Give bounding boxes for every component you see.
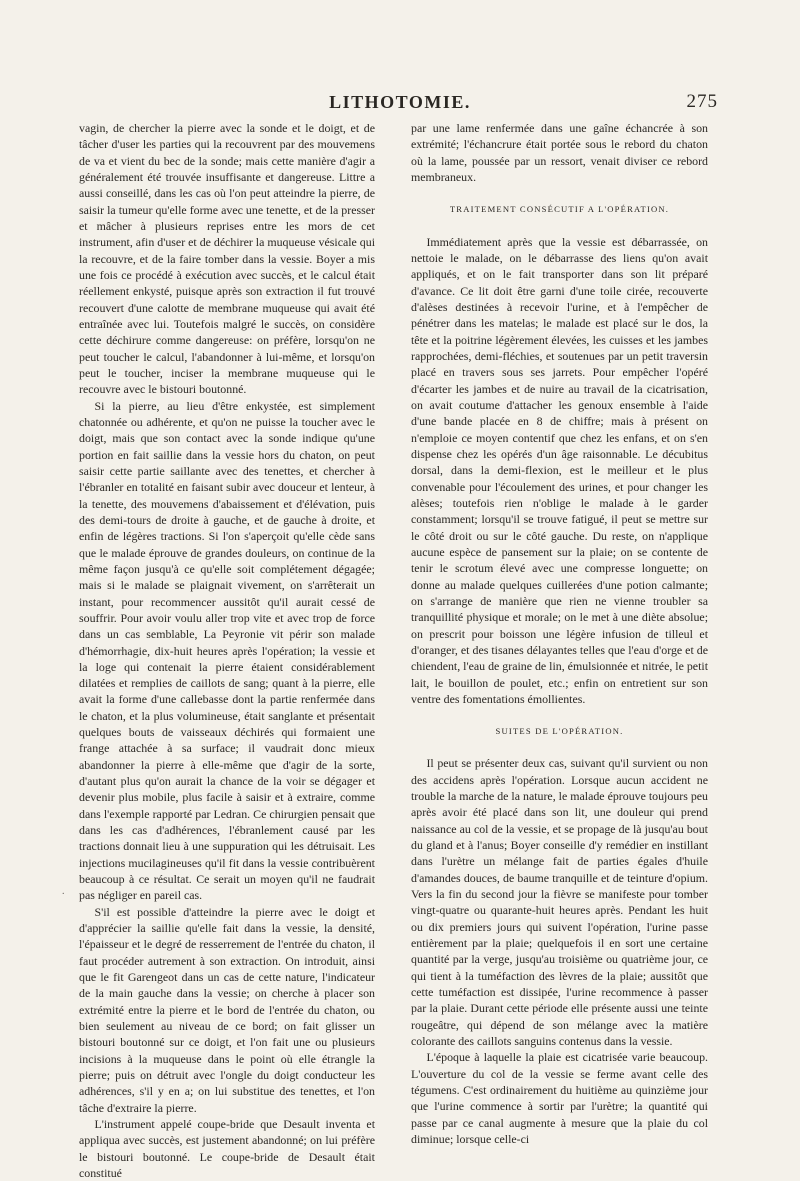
left-paragraph-3: S'il est possible d'atteindre la pierre avec le doigt et d'apprécier la saillie qu'elle fait dans la vessie, la densité, l'épaisseur et le degré de resserrement de l'entrée du chaton, il faut procéder autrement à son extraction. On introduit, ainsi que le fit Garengeot dans un cas de cette nature, l'indicateur de la main gauche dans la vessie; on cherche à placer son extrémité entre la pierre et le bord de l'entrée du chaton, ou bien seulement au niveau de ce bord; on fait glisser un bistouri boutonné sur ce doigt, et l'on fait une ou plusieurs incisions à la muqueuse dans le point où elle étrangle la pierre; puis on détruit avec l'ongle du doigt conducteur les adhérences, s'il y en a; on lui substitue des tenettes, et l'on tâche d'extraire la pierre. (79, 904, 375, 1115)
right-intro-paragraph: par une lame renfermée dans une gaîne échancrée à son extrémité; l'échancrure était portée sous le rebord du chaton où la lame, poussée par un ressort, venait diviser ce rebord membraneux. (411, 121, 708, 184)
margin-mark: . (62, 886, 65, 897)
treatment-paragraph-1: Immédiatement après que la vessie est débarrassée, on nettoie le malade, on le débarrasse des liens qu'on avait appliqués, et on le fait transporter dans son lit préparé d'avance. Ce lit doit être garni d'une toile cirée, recouverte d'alèses destinées à recevoir l'urine, et à l'empêcher de pénétrer dans les matelas; le malade est placé sur le dos, la tête et la poitrine légèrement élevées, les cuisses et les jambes rapprochées, demi-fléchies, et soutenues par un petit traversin placé en travers sous ses jarrets. Pour empêcher l'opéré d'écarter les jambes et de nuire au travail de la cicatrisation, on avait coutume d'attacher les genoux ensemble à l'aide d'une bande placée en 8 de chiffre; mais à présent on n'emploie ce moyen contentif que chez les enfans, et on s'en dispense chez les opérés d'un âge raisonnable. Le décubitus dorsal, dans la demi-flexion, est le meilleur et le plus convenable pour l'écoulement des urines, et pour changer les alèses; toutefois rien n'oblige le malade à le garder constamment; lorsqu'il se trouve fatigué, il peut se mettre sur le côté droit ou sur le côté gauche. Du reste, on n'applique aucune espèce de pansement sur la plaie; on se contente de tenir le scrotum élevé avec une compresse longuette; on donne au malade quelques cuillerées d'une potion calmante; on s'arrange de manière que rien ne vienne troubler sa tranquillité physique et morale; on le met à une diète absolue; on prescrit pour boisson une légère infusion de tilleul et d'oranger, et des tisanes délayantes telles que l'eau d'orge et de chiendent, l'eau de graine de lin, émulsionnée et nitrée, le petit lait, le bouillon de poulet, etc.; enfin on entretient sur son ventre des fomentations émollientes. (411, 234, 708, 706)
consequences-paragraph-2: L'époque à laquelle la plaie est cicatrisée varie beaucoup. L'ouverture du col de la vessie se ferme avant celle des tégumens. C'est ordinairement du huitième au quinzième jour que l'urine commence à sortir par l'urètre; la quantité qui passe par ce canal augmente à mesure que la plaie du col diminue; lorsque celle-ci (411, 1050, 708, 1147)
consequences-paragraph-1: Il peut se présenter deux cas, suivant qu'il survient ou non des accidens après l'opération. Lorsque aucun accident ne trouble la marche de la nature, le malade éprouve toujours peu après avoir été placé dans son lit, une douleur qui prend naissance au col de la vessie, et se propage de là jusqu'au bout du gland et à l'anus; Boyer conseille d'y remédier en instillant dans l'urètre un mélange fait de parties égales d'huile d'amandes douces, de baume tranquille et de teinture d'opium. Vers la fin du second jour la fièvre se manifeste pour tomber vingt-quatre ou quarante-huit heures après. Pendant les huit ou dix premiers jours qui suivent l'opération, l'urine passe entièrement par la plaie; quelquefois il en sort une certaine quantité par la verge, jusqu'au troisième ou quatrième jour, ce qui tient à la tuméfaction des lèvres de la plaie; aussitôt que cette tuméfaction est dissipée, l'urine recommence à passer par la plaie. Durant cette période elle présente aussi une teinte rougeâtre, qui dépend de son mélange avec la matière colorante des caillots sanguins contenus dans la vessie. (411, 756, 708, 1049)
section-title-treatment: TRAITEMENT CONSÉCUTIF A L'OPÉRATION. (449, 204, 670, 215)
left-paragraph-4: L'instrument appelé coupe-bride que Desault inventa et appliqua avec succès, est justement abandonné; on lui préfère le bistouri boutonné. Le coupe-bride de Desault était constitué (79, 1117, 375, 1180)
section-title-consequences: SUITES DE L'OPÉRATION. (495, 726, 624, 737)
left-paragraph-1: vagin, de chercher la pierre avec la sonde et le doigt, et de tâcher d'user les parties qui la recouvrent par des mouvemens de va et vient du bec de la sonde; mais cette manière d'agir a généralement été trouvée insuffisante et dangereuse. Littre a aussi conseillé, dans les cas où l'on peut atteindre la pierre, de saisir la tumeur qu'elle forme avec une tenette, et de la presser et mâcher à plusieurs reprises entre les mors de cet instrument, afin d'user et de déchirer la muqueuse vésicale qui la recouvre, et de la faire tomber dans la vessie. Boyer a mis une fois ce procédé à exécution avec succès, et le calcul était réellement enkysté, puisque après son extraction il fut trouvé recouvert d'une calotte de membrane muqueuse qui avait été entraînée avec lui. Toutefois malgré le succès, on considère cette déchirure comme dangereuse: on préfère, lorsqu'on ne peut toucher le calcul, l'abandonner à lui-même, et lorsqu'on peut le toucher, inciser la membrane muqueuse qui le recouvre avec le bistouri boutonné. (79, 121, 376, 397)
page-number: 275 (686, 91, 718, 112)
running-head-title: LITHOTOMIE. (329, 92, 471, 112)
left-paragraph-2: Si la pierre, au lieu d'être enkystée, est simplement chatonnée ou adhérente, et qu'on ne puisse la toucher avec le doigt, mais que son contact avec la sonde indique qu'une portion en fait saillie dans la vessie hors du chaton, on peut saisir cette partie saillante avec des tenettes, et chercher à l'ébranler en totalité en faisant subir avec douceur et lenteur, à la tenette, des mouvemens d'abaissement et d'élévation, puis des demi-tours de droite à gauche, et de gauche à droite, et enfin de légères tractions. Si l'on s'aperçoit qu'elle cède sans que le malade éprouve de grandes douleurs, on continue de la même façon jusqu'à ce qu'elle soit complétement dégagée; mais si le malade se plaignait vivement, on s'arrêterait un instant, pour recommencer aussitôt qu'il aurait cessé de souffrir. Pour avoir voulu aller trop vite et avec trop de force dans un cas semblable, La Peyronie vit périr son malade d'hémorrhagie, dix-huit heures après l'opération; la vessie et la loge qui contenait la pierre étaient considérablement dilatées et remplies de caillots de sang; quant à la pierre, elle avait la forme d'une callebasse dont la partie renfermée dans le chaton, et la plus volumineuse, était sanglante et présentait quelques bouts de vaisseaux déchirés qui formaient une frange attachée à sa surface; il vaudrait donc mieux abandonner la pierre à elle-même que d'agir de la sorte, d'autant plus qu'on aurait la chance de la voir se dégager et devenir plus mobile, plus facile à saisir et à extraire, comme dans l'exemple rapporté par Ledran. Ce chirurgien pensait que dans les cas d'adhérences, l'ébranlement causé par les tractions donnait lieu à une suppuration qui les détruisait. Les injections mucilagineuses qu'il fit dans la vessie contribuèrent beaucoup à ce résultat. Ce serait un moyen qu'il ne faudrait pas négliger en pareil cas. (79, 398, 375, 903)
left-column (79, 120, 375, 1181)
right-column (411, 120, 708, 1147)
